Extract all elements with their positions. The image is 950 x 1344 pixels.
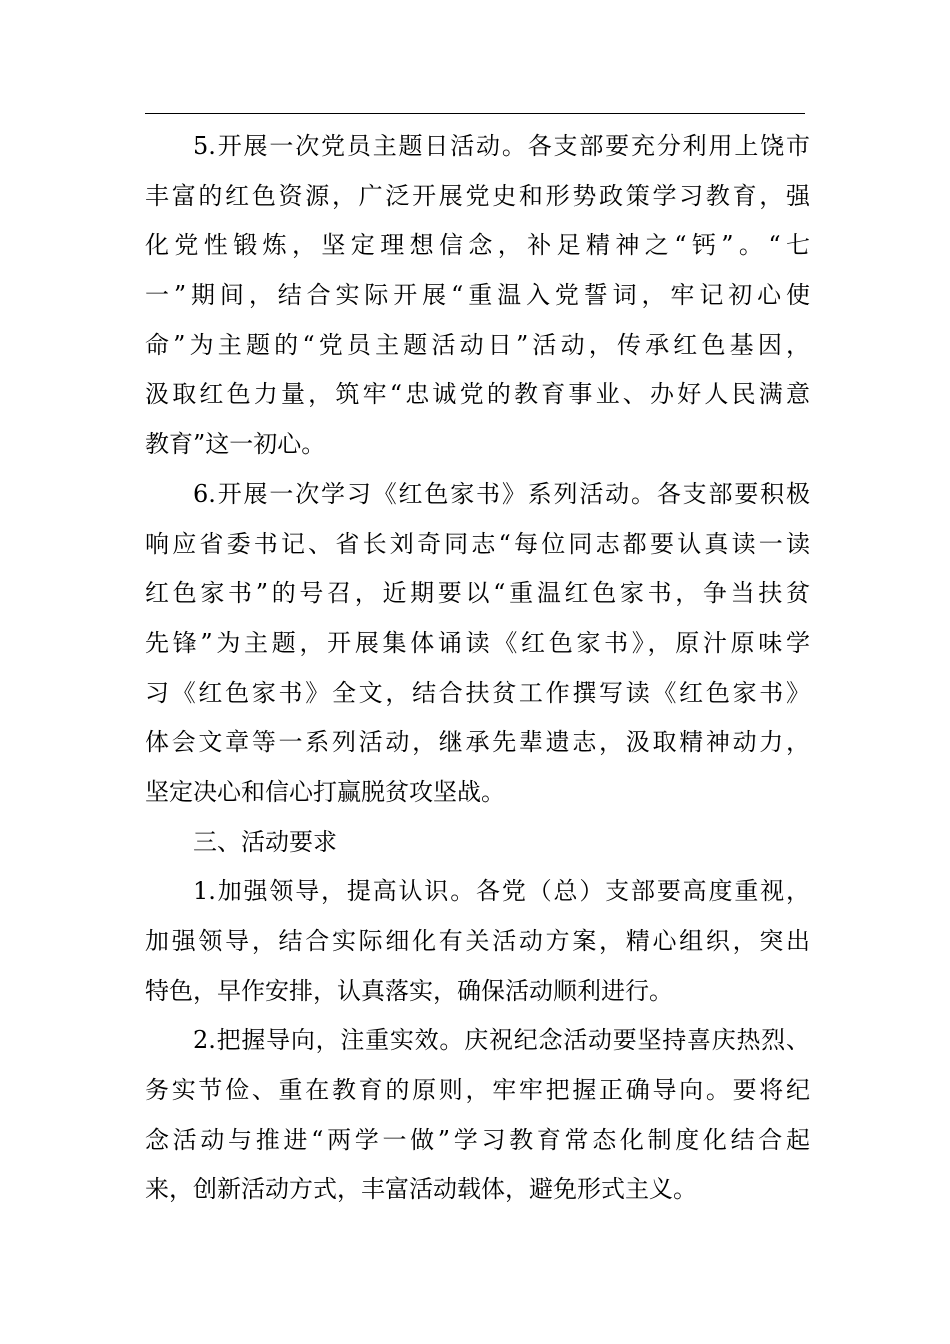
text-line: 习《红色家书》全文，结合扶贫工作撰写读《红色家书》 (145, 678, 810, 707)
text-line: 特色，早作安排，认真落实，确保活动顺利进行。 (145, 976, 673, 1005)
document-body (145, 122, 810, 1215)
text-line: 红色家书”的号召，近期要以“重温红色家书，争当扶贫 (145, 579, 810, 608)
section-heading: 三、活动要求 (193, 827, 337, 856)
text-line: 6.开展一次学习《红色家书》系列活动。各支部要积极 (193, 479, 810, 508)
text-line: 一”期间，结合实际开展“重温入党誓词，牢记初心使 (145, 281, 810, 310)
text-line: 响应省委书记、省长刘奇同志“每位同志都要认真读一读 (145, 529, 810, 558)
paragraph-item-5 (145, 122, 810, 470)
text-line: 来，创新活动方式，丰富活动载体，避免形式主义。 (145, 1175, 697, 1204)
text-line: 念活动与推进“两学一做”学习教育常态化制度化结合起 (145, 1125, 810, 1154)
text-line: 坚定决心和信心打赢脱贫攻坚战。 (145, 777, 505, 806)
paragraph-item-6 (145, 470, 810, 818)
text-line: 5.开展一次党员主题日活动。各支部要充分利用上饶市 (193, 132, 810, 160)
text-line: 命”为主题的“党员主题活动日”活动，传承红色基因， (145, 330, 810, 359)
text-line: 教育”这一初心。 (145, 430, 326, 459)
header-rule (145, 113, 805, 114)
text-line: 先锋”为主题，开展集体诵读《红色家书》，原汁原味学 (145, 628, 810, 657)
text-line: 汲取红色力量，筑牢“忠诚党的教育事业、办好人民满意 (145, 380, 810, 409)
text-line: 体会文章等一系列活动，继承先辈遗志，汲取精神动力， (145, 728, 810, 757)
text-line: 化党性锻炼，坚定理想信念，补足精神之“钙”。“七 (145, 231, 810, 260)
text-line: 2.把握导向，注重实效。庆祝纪念活动要坚持喜庆热烈、 (193, 1026, 810, 1055)
text-line: 加强领导，结合实际细化有关活动方案，精心组织，突出 (145, 927, 810, 955)
paragraph-requirement-1 (145, 867, 810, 1016)
text-line: 丰富的红色资源，广泛开展党史和形势政策学习教育，强 (145, 181, 810, 210)
text-line: 务实节俭、重在教育的原则，牢牢把握正确导向。要将纪 (145, 1076, 810, 1105)
text-line: 1.加强领导，提高认识。各党（总）支部要高度重视， (193, 877, 810, 906)
paragraph-requirement-2 (145, 1016, 810, 1215)
